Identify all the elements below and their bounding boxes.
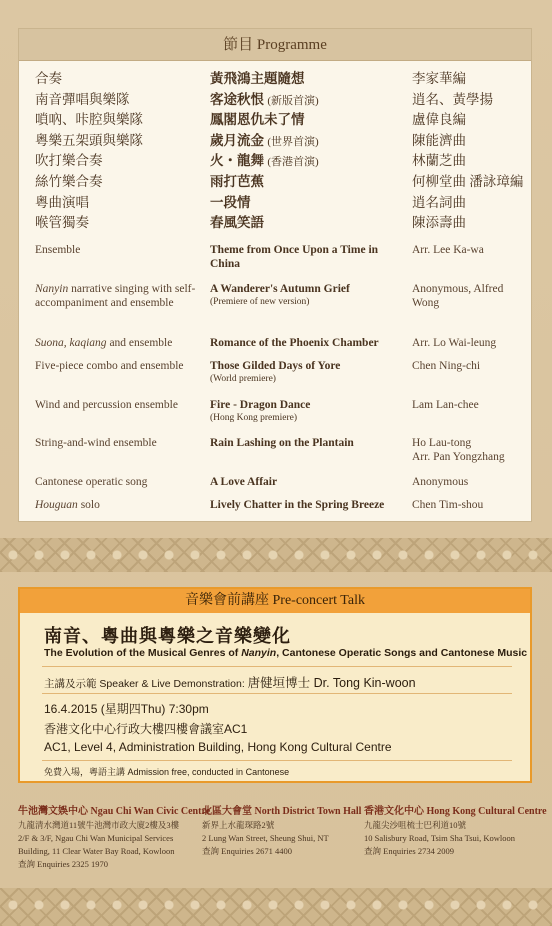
divider bbox=[42, 693, 512, 694]
zh-title: 客途秋恨 (新版首演) bbox=[210, 91, 319, 107]
venue-address: 2/F & 3/F, Ngau Chi Wan Municipal Services bbox=[18, 833, 174, 843]
programme-header: 節目 Programme bbox=[19, 29, 531, 61]
venue-hk-cultural-centre bbox=[364, 805, 547, 858]
venue-address: 10 Salisbury Road, Tsim Sha Tsui, Kowloon bbox=[364, 833, 516, 843]
zh-genre: 南音彈唱與樂隊 bbox=[35, 91, 130, 107]
venue-name: 香港文化中心 Hong Kong Cultural Centre bbox=[364, 806, 547, 817]
en-genre: Houguan solo bbox=[35, 499, 100, 511]
talk-header: 音樂會前講座 Pre-concert Talk bbox=[20, 589, 530, 613]
talk-datetime: 16.4.2015 (星期四Thu) 7:30pm bbox=[44, 702, 209, 716]
zh-title: 黃飛鴻主題隨想 bbox=[210, 71, 305, 86]
zh-genre: 喉管獨奏 bbox=[35, 215, 89, 231]
en-title: Rain Lashing on the Plantain bbox=[210, 437, 354, 449]
zh-composer: 盧偉良編 bbox=[412, 112, 466, 128]
venue-address: Building, 11 Clear Water Bay Road, Kowloon bbox=[18, 846, 175, 856]
talk-venue-zh: 香港文化中心行政大樓四樓會議室AC1 bbox=[44, 722, 248, 736]
venue-address: 新界上水龍琛路2號 bbox=[202, 820, 275, 830]
zh-composer: 陳能濟曲 bbox=[412, 132, 466, 148]
en-title: Those Gilded Days of Yore (World premiere) bbox=[210, 360, 341, 384]
en-genre: String-and-wind ensemble bbox=[35, 437, 157, 449]
zh-composer: 李家華編 bbox=[412, 71, 466, 86]
decorative-pattern-band bbox=[0, 888, 552, 926]
talk-venue-en: AC1, Level 4, Administration Building, Hong Kong Cultural Centre bbox=[44, 740, 392, 754]
venue-address: 九龍尖沙咀梳士巴利道10號 bbox=[364, 820, 467, 830]
en-genre: Five-piece combo and ensemble bbox=[35, 360, 184, 372]
en-composer: Lam Lan-chee bbox=[412, 399, 479, 411]
talk-footnote: 免費入場，粵語主講 Admission free, conducted in Cantonese bbox=[44, 767, 290, 777]
zh-title: 一段情 bbox=[210, 194, 251, 210]
venue-name: 北區大會堂 North District Town Hall bbox=[202, 806, 362, 817]
programme-panel bbox=[18, 28, 532, 522]
zh-composer: 逍名詞曲 bbox=[412, 194, 466, 210]
en-genre: Suona, kaqiang and ensemble bbox=[35, 337, 173, 349]
divider bbox=[42, 760, 512, 761]
divider bbox=[42, 666, 512, 667]
talk-speaker: 主講及示範 Speaker & Live Demonstration: 唐健垣博士 Dr. Tong Kin-woon bbox=[44, 676, 416, 690]
zh-title: 火・龍舞 (香港首演) bbox=[210, 153, 319, 169]
en-genre: Cantonese operatic song bbox=[35, 476, 148, 488]
zh-title: 歲月流金 (世界首演) bbox=[210, 132, 319, 148]
talk-title-zh: 南音、粵曲與粵樂之音樂變化 bbox=[44, 626, 291, 647]
zh-title: 雨打芭蕉 bbox=[210, 174, 264, 189]
en-title: Romance of the Phoenix Chamber bbox=[210, 337, 379, 349]
venue-enquiries: 查詢 Enquiries 2325 1970 bbox=[18, 859, 108, 869]
en-genre: Wind and percussion ensemble bbox=[35, 399, 178, 411]
zh-genre: 吹打樂合奏 bbox=[35, 153, 103, 169]
en-title: Fire - Dragon Dance (Hong Kong premiere) bbox=[210, 399, 311, 423]
zh-genre: 絲竹樂合奏 bbox=[35, 174, 103, 189]
venue-north-district bbox=[202, 805, 374, 858]
en-genre: Ensemble bbox=[35, 244, 81, 256]
en-genre: Nanyin narrative singing with self-accompaniment and ensemble bbox=[35, 283, 196, 309]
zh-composer: 逍名、黃學揚 bbox=[412, 91, 493, 107]
zh-genre: 嗩吶、咔腔與樂隊 bbox=[35, 112, 143, 128]
zh-title: 鳳閣恩仇未了情 bbox=[210, 112, 305, 128]
en-composer: Arr. Lo Wai-leung bbox=[412, 337, 497, 349]
pre-concert-talk-panel bbox=[18, 587, 532, 783]
venue-address: 九龍清水灣道11號牛池灣市政大廈2樓及3樓 bbox=[18, 820, 180, 830]
en-title: A Wanderer's Autumn Grief (Premiere of new version) bbox=[210, 283, 350, 307]
en-title: A Love Affair bbox=[210, 476, 278, 488]
zh-composer: 林蘭芝曲 bbox=[412, 153, 466, 169]
en-composer: Anonymous, Alfred Wong bbox=[412, 283, 504, 309]
venue-enquiries: 查詢 Enquiries 2671 4400 bbox=[202, 846, 292, 856]
decorative-pattern-band bbox=[0, 538, 552, 572]
zh-genre: 合奏 bbox=[35, 71, 62, 86]
en-composer: Ho Lau-tong Arr. Pan Yongzhang bbox=[412, 437, 505, 463]
venue-name: 牛池灣文娛中心 Ngau Chi Wan Civic Centre bbox=[18, 806, 211, 817]
venue-enquiries: 查詢 Enquiries 2734 2009 bbox=[364, 846, 454, 856]
zh-genre: 粵樂五架頭與樂隊 bbox=[35, 132, 143, 148]
en-composer: Anonymous bbox=[412, 476, 469, 488]
en-composer: Arr. Lee Ka-wa bbox=[412, 244, 484, 256]
talk-title-en: The Evolution of the Musical Genres of Nanyin, Cantonese Operatic Songs and Cantonese Music bbox=[44, 647, 528, 659]
en-composer: Chen Ning-chi bbox=[412, 360, 481, 372]
en-title: Lively Chatter in the Spring Breeze bbox=[210, 499, 385, 511]
zh-composer: 陳添壽曲 bbox=[412, 215, 466, 231]
zh-title: 春風笑語 bbox=[210, 215, 264, 231]
zh-composer: 何柳堂曲 潘詠璋編 bbox=[412, 174, 524, 189]
en-composer: Chen Tim-shou bbox=[412, 499, 484, 511]
venue-ngau-chi-wan bbox=[18, 805, 211, 871]
venue-address: 2 Lung Wan Street, Sheung Shui, NT bbox=[202, 833, 329, 843]
zh-genre: 粵曲演唱 bbox=[35, 194, 89, 210]
en-title: Theme from Once Upon a Time in China bbox=[210, 244, 379, 270]
